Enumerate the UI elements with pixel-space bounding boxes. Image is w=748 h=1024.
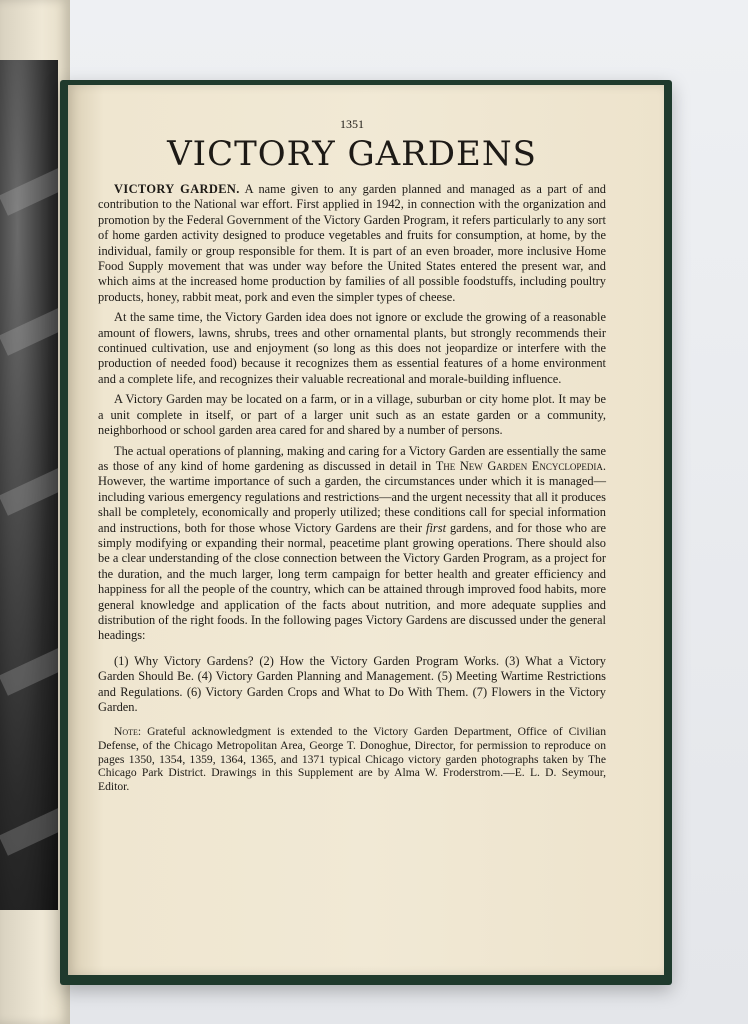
paragraph-location: A Victory Garden may be located on a farm, or in a village, suburban or city home plot. It may be a unit complete in itself, or part of a larger unit such as an estate garden or a community, neighborhood or school garden area cared for and shared by a number of persons. bbox=[98, 392, 606, 438]
page-title: VICTORY GARDENS bbox=[167, 134, 537, 174]
entry-heading: VICTORY GARDEN. bbox=[114, 182, 240, 196]
note-text: Grateful acknowledgment is extended to the Victory Garden Department, Office of Civilian Defense, of the Chicago Metropolitan Area, George T. Donoghue, Director, for permission to reproduce on pages 1350, 1354, 1359, 1364, 1365, and 1371 typical Chicago victory garden photographs taken by The Chicago Park District. Drawings in this Supplement are by Alma W. Froderstrom.—E. L. D. Seymour, Editor. bbox=[98, 725, 606, 793]
page-text bbox=[98, 117, 606, 798]
paragraph-definition bbox=[98, 182, 606, 305]
headings-list: (1) Why Victory Gardens? (2) How the Victory Garden Program Works. (3) What a Victory Garden Should Be. (4) Victory Garden Planning and Management. (5) Meeting Wartime Restrictions and Regulations. (6) Victory Garden Crops and What to Do With Them. (7) Flowers in the Victory Garden. bbox=[98, 653, 606, 714]
aerial-photo bbox=[0, 60, 58, 910]
paragraph-text: The actual operations of planning, making and caring for a Victory Garden are essentially the same as those of any kind of home gardening as discussed in detail in bbox=[98, 443, 606, 473]
acknowledgment-note bbox=[98, 725, 606, 793]
book-page bbox=[68, 85, 664, 975]
page-number: 1351 bbox=[340, 117, 364, 131]
paragraph-text: A name given to any garden planned and managed as a part of and contribution to the National war effort. First applied in 1942, in connection with the organization and promotion by the Federal Government of the Victory Garden Program, it refers particularly to any sort of home garden activity designed to produce vegetables and fruits for consumption, at home, by the individual, family or group responsible for them. It is part of an even broader, more inclusive Home Food Supply movement that was under way before the United States entered the present war, and which aims at the increased home production by families of all possible foodstuffs, including poultry products, honey, rabbit meat, pork and even the simpler types of cheese. bbox=[98, 182, 607, 304]
book-title: The New Garden Encyclopedia bbox=[435, 458, 603, 473]
note-label: Note: bbox=[114, 725, 142, 739]
paragraph-operations bbox=[98, 444, 606, 644]
paragraph-text: . However, the wartime importance of such a garden, the circumstances under which it is managed—including various emergency regulations and restrictions—and the urgent necessity that all it produces shall be completely, economically and properly utilized; these conditions call for special information and instructions, both for those whose Victory Gardens are their bbox=[98, 458, 606, 535]
paragraph-text: gardens, and for those who are simply modifying or expanding their normal, peacetime plant growing operations. There should also be a clear understanding of the close connection between the Victory Garden Program, as a project for the duration, and the much larger, long term campaign for better health and greater efficiency and happiness for all the people of the country, which can be attained through improved food habits, more general knowledge and application of the facts about nutrition, and more adequate supplies and distribution of the right foods. In the following pages Victory Gardens are discussed under the general headings: bbox=[98, 520, 606, 643]
emphasis: first bbox=[426, 520, 447, 535]
paragraph-flowers: At the same time, the Victory Garden idea does not ignore or exclude the growing of a reasonable amount of flowers, lawns, shrubs, trees and other ornamental plants, but strongly recommends their continued cultivation, use and enjoyment (so long as this does not jeopardize or interfere with the production of needed food) because it recognizes them as essential features of a home environment and a complete life, and recognizes their valuable recreational and morale-building influence. bbox=[98, 310, 606, 386]
